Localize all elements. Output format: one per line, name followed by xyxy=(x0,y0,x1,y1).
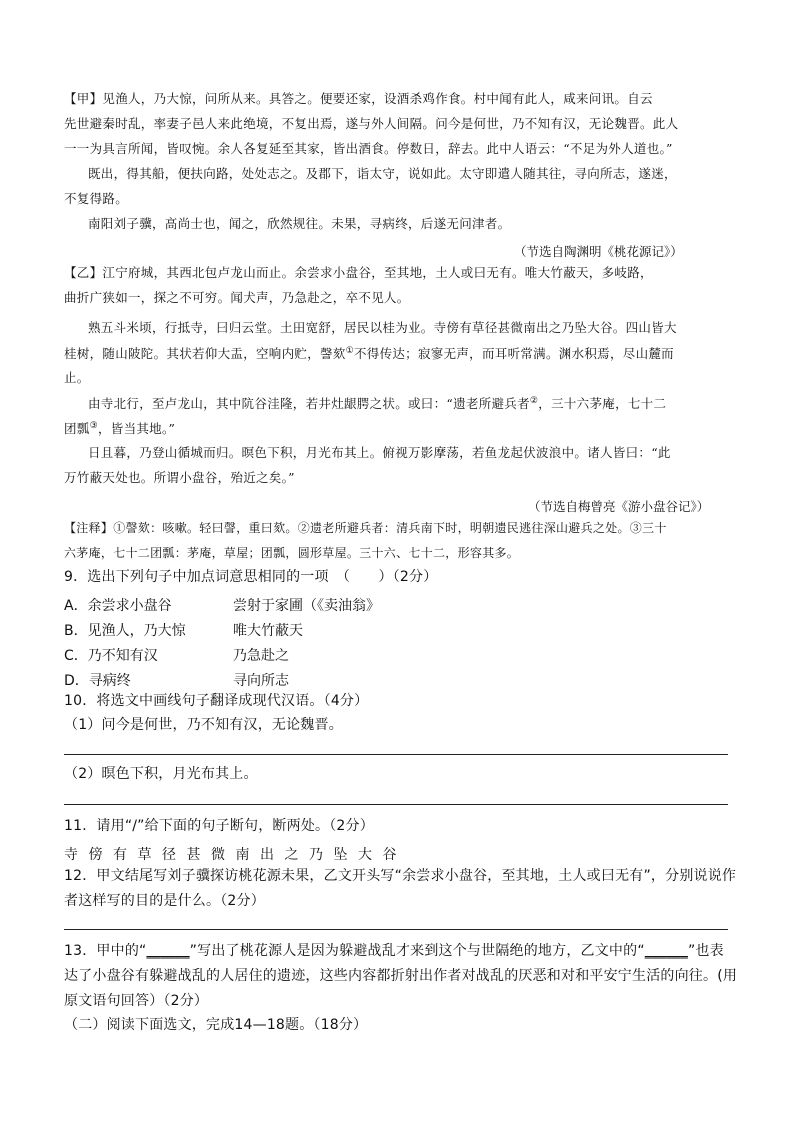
option-d[interactable]: D．寻病终 xyxy=(64,673,131,689)
question-stem: 12．甲文结尾写刘子骥探访桃花源未果，乙文开头写“余尝求小盘谷，至其地，土人或曰无有”，分别说说作 xyxy=(64,868,737,884)
answer-line[interactable] xyxy=(64,929,728,930)
stem-text: 13．甲中的“ xyxy=(64,943,147,959)
fill-blank[interactable]: ______ xyxy=(644,943,688,959)
answer-line[interactable] xyxy=(64,804,728,805)
passage-line: 不复得路。 xyxy=(64,191,129,206)
passage-text: 不得传达；寂寥无声，而耳听常满。渊水积焉，尽山麓而 xyxy=(353,346,674,362)
note-line: 六茅庵，七十二团瓢：茅庵，草屋；团瓢，圆形草屋。三十六、七十二，形容其多。 xyxy=(64,546,520,560)
passage-text: ，三十六茅庵，七十二 xyxy=(538,396,667,412)
option-b-compare: 唯大竹蔽天 xyxy=(233,623,303,639)
passage-line: 止。 xyxy=(64,370,90,385)
stem-text: ”写出了桃花源人是因为躲避战乱才来到这个与世隔绝的地方，乙文中的“ xyxy=(189,943,645,959)
option-a[interactable]: A．余尝求小盘谷 xyxy=(64,598,172,614)
note-marker: ③ xyxy=(89,421,98,431)
fill-blank[interactable]: ______ xyxy=(146,943,190,959)
passage-line xyxy=(64,422,175,436)
option-d-compare: 寻向所志 xyxy=(233,673,289,689)
question-stem: 原文语句回答）（2分） xyxy=(64,993,209,1009)
passage-line: 日且暮，乃登山循城而归。暝色下积，月光布其上。俯视万影摩荡，若鱼龙起伏波浪中。诸人皆曰：“此 xyxy=(88,445,671,460)
passage-line: 熟五斗米顷，行抵寺，曰归云堂。土田宽舒，居民以桂为业。寺傍有草径甚微南出之乃坠大谷。四山皆大 xyxy=(88,320,677,335)
passage-text: 由寺北行，至卢龙山，其中阬谷洼隆，若井灶龈腭之状。或曰：“遗老所避兵者 xyxy=(88,396,530,412)
option-b[interactable]: B．见渔人，乃大惊 xyxy=(64,623,186,639)
passage-line: 【乙】江宁府城，其西北包卢龙山而止。余尝求小盘谷，至其地，土人或曰无有。唯大竹蔽天，多岐路， xyxy=(64,265,653,280)
question-stem xyxy=(64,944,724,958)
stem-text: ”也表 xyxy=(687,943,724,959)
note-line: 【注释】①謦欬：咳嗽。轻曰謦，重曰欬。②遗老所避兵者：清兵南下时，明朝遗民逃往深山避兵之处。③三十 xyxy=(64,521,667,535)
option-c[interactable]: C．乃不知有汉 xyxy=(64,648,158,664)
passage-line: 【甲】见渔人，乃大惊，问所从来。具答之。便要还家，设酒杀鸡作食。村中闻有此人，咸来问讯。自云 xyxy=(64,91,653,106)
note-marker: ② xyxy=(529,396,539,406)
note-marker: ① xyxy=(345,346,354,356)
passage-text: 团瓢 xyxy=(64,421,90,437)
passage-text: ，皆当其地。” xyxy=(97,421,176,437)
question-stem: 9．选出下列句子中加点词意思相同的一项 （ ）（2分） xyxy=(64,569,438,585)
sentence-2: （2）暝色下积，月光布其上。 xyxy=(64,766,258,782)
passage-line: 曲折广狭如一，探之不可穷。闻犬声，乃急赴之，卒不见人。 xyxy=(64,290,410,305)
passage-line: 先世避秦时乱，率妻子邑人来此绝境，不复出焉，遂与外人间隔。问今是何世，乃不知有汉，无论魏晋。此人 xyxy=(64,116,679,131)
question-stem: 者这样写的目的是什么。（2分） xyxy=(64,893,265,909)
sentence-1: （1）问今是何世，乃不知有汉，无论魏晋。 xyxy=(64,717,343,733)
answer-line[interactable] xyxy=(64,754,728,755)
option-a-compare: 尝射于家圃（《卖油翁》 xyxy=(233,598,380,614)
section-heading: （二）阅读下面选文，完成14—18题。（18分） xyxy=(64,1017,368,1033)
passage-line: 既出，得其船，便扶向路，处处志之。及郡下，诣太守，说如此。太守即遣人随其往，寻向所志，遂迷， xyxy=(88,166,677,181)
passage-line: 南阳刘子骥，高尚士也，闻之，欣然规往。未果，寻病终，后遂无问津者。 xyxy=(88,216,511,231)
question-stem: 达了小盘谷有躲避战乱的人居住的遗迹，这些内容都折射出作者对战乱的厌恶和对和平安宁生活的向往。(用 xyxy=(64,968,738,984)
passage-source: （节选自陶渊明《桃花源记》） xyxy=(514,244,683,259)
passage-line xyxy=(88,397,666,411)
question-stem: 11．请用“/”给下面的句子断句，断两处。（2分） xyxy=(64,818,374,834)
passage-source: （节选自梅曾亮《游小盘谷记》） xyxy=(528,499,710,514)
passage-line xyxy=(64,347,674,361)
question-stem: 10．将选文中画线句子翻译成现代汉语。（4分） xyxy=(64,693,369,709)
sentence-to-punctuate[interactable]: 寺傍有草径甚微南出之乃坠大谷 xyxy=(64,847,407,863)
option-c-compare: 乃急赴之 xyxy=(233,648,289,664)
passage-text: 桂树，随山陂陀。其状若仰大盂，空响内贮，謦欬 xyxy=(64,346,346,362)
passage-line: 一一为具言所闻，皆叹惋。余人各复延至其家，皆出酒食。停数日，辞去。此中人语云：“不足为外人道也。” xyxy=(64,141,673,156)
passage-line: 万竹蔽天处也。所谓小盘谷，殆近之矣。” xyxy=(64,470,295,485)
